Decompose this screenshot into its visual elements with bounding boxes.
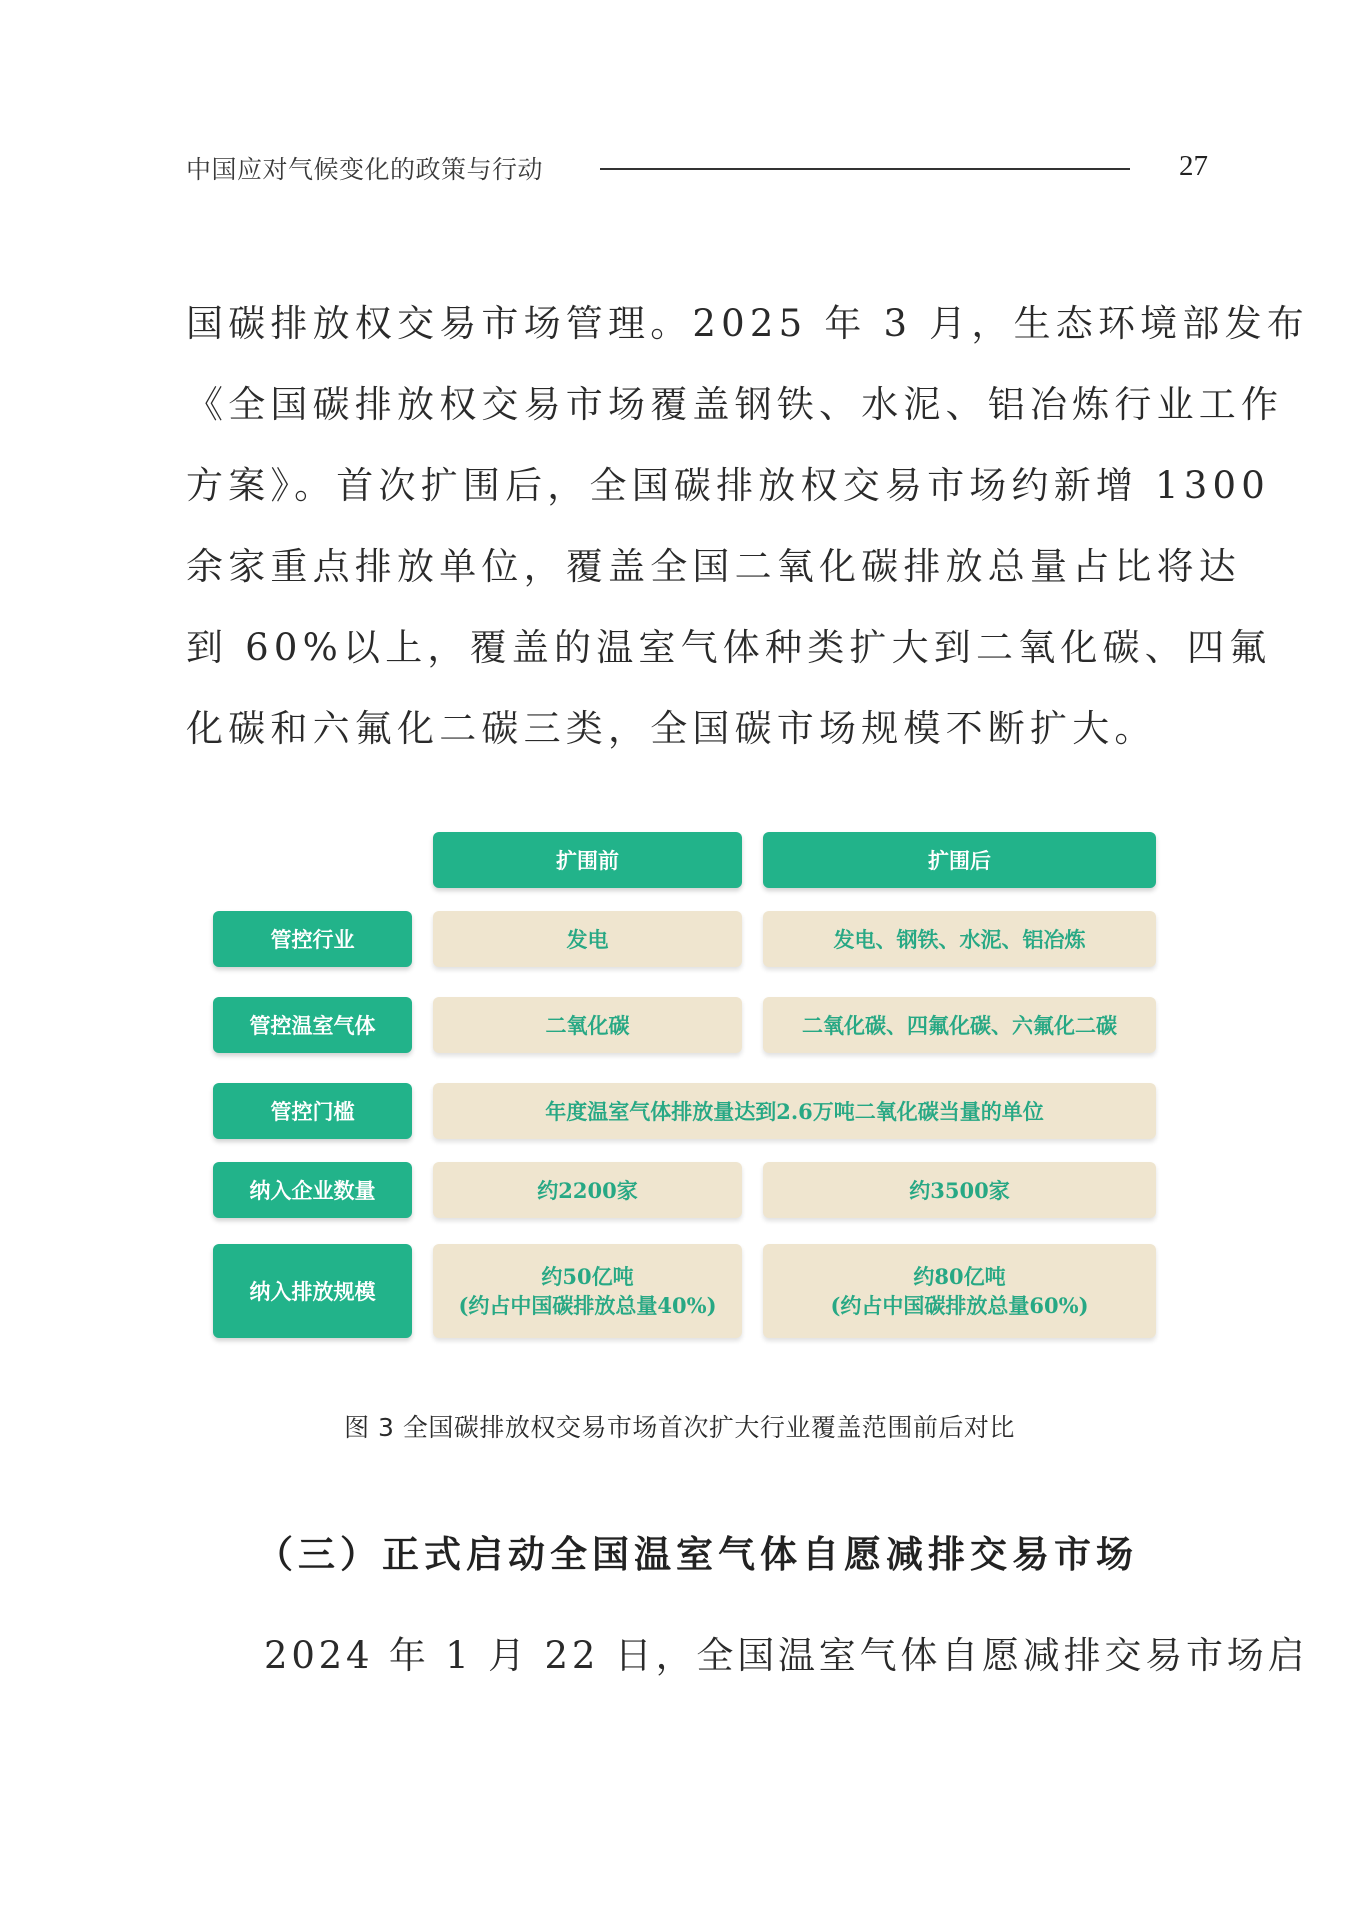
row-label-industry: 管控行业: [213, 911, 412, 967]
body-paragraph-2: [264, 1626, 1309, 1686]
cell-line: (约占中国碳排放总量60%): [830, 1293, 1089, 1318]
paragraph-line: 2024 年 1 月 22 日，全国温室气体自愿减排交易市场启: [264, 1634, 1309, 1677]
cell-line: 约50亿吨: [541, 1264, 634, 1289]
paragraph-line: 化碳和六氟化二碳三类，全国碳市场规模不断扩大。: [186, 707, 1157, 750]
row-label-gases: 管控温室气体: [213, 997, 412, 1053]
cell-industry-before: 发电: [433, 911, 742, 967]
row-label-enterprise-count: 纳入企业数量: [213, 1162, 412, 1218]
cell-gases-before: 二氧化碳: [433, 997, 742, 1053]
column-header-after: 扩围后: [763, 832, 1156, 888]
figure-caption: 图 3 全国碳排放权交易市场首次扩大行业覆盖范围前后对比: [344, 1413, 1015, 1442]
paragraph-line: 方案》。首次扩围后，全国碳排放权交易市场约新增 1300: [186, 464, 1271, 507]
header-rule: [600, 168, 1130, 170]
page-number: 27: [1179, 150, 1208, 182]
row-label-threshold: 管控门槛: [213, 1083, 412, 1139]
page-header: [186, 148, 1208, 188]
header-title: 中国应对气候变化的政策与行动: [186, 155, 544, 184]
cell-industry-after: 发电、钢铁、水泥、铝冶炼: [763, 911, 1156, 967]
cell-enterprise-count-before: 约2200家: [433, 1162, 742, 1218]
cell-emission-scale-after: [763, 1244, 1156, 1338]
paragraph-line: 余家重点排放单位，覆盖全国二氧化碳排放总量占比将达: [186, 545, 1241, 588]
cell-enterprise-count-after: 约3500家: [763, 1162, 1156, 1218]
paragraph-line: 《全国碳排放权交易市场覆盖钢铁、水泥、铝冶炼行业工作: [186, 383, 1284, 426]
body-paragraph: [186, 283, 1309, 769]
cell-emission-scale-before: [433, 1244, 742, 1338]
cell-threshold-merged: 年度温室气体排放量达到2.6万吨二氧化碳当量的单位: [433, 1083, 1156, 1139]
paragraph-line: 国碳排放权交易市场管理。2025 年 3 月，生态环境部发布: [186, 302, 1309, 345]
section-heading: （三）正式启动全国温室气体自愿减排交易市场: [256, 1533, 1138, 1576]
paragraph-line: 到 60%以上，覆盖的温室气体种类扩大到二氧化碳、四氟: [186, 626, 1272, 669]
cell-gases-after: 二氧化碳、四氟化碳、六氟化二碳: [763, 997, 1156, 1053]
row-label-emission-scale: 纳入排放规模: [213, 1244, 412, 1338]
cell-line: (约占中国碳排放总量40%): [458, 1293, 717, 1318]
cell-line: 约80亿吨: [913, 1264, 1006, 1289]
column-header-before: 扩围前: [433, 832, 742, 888]
